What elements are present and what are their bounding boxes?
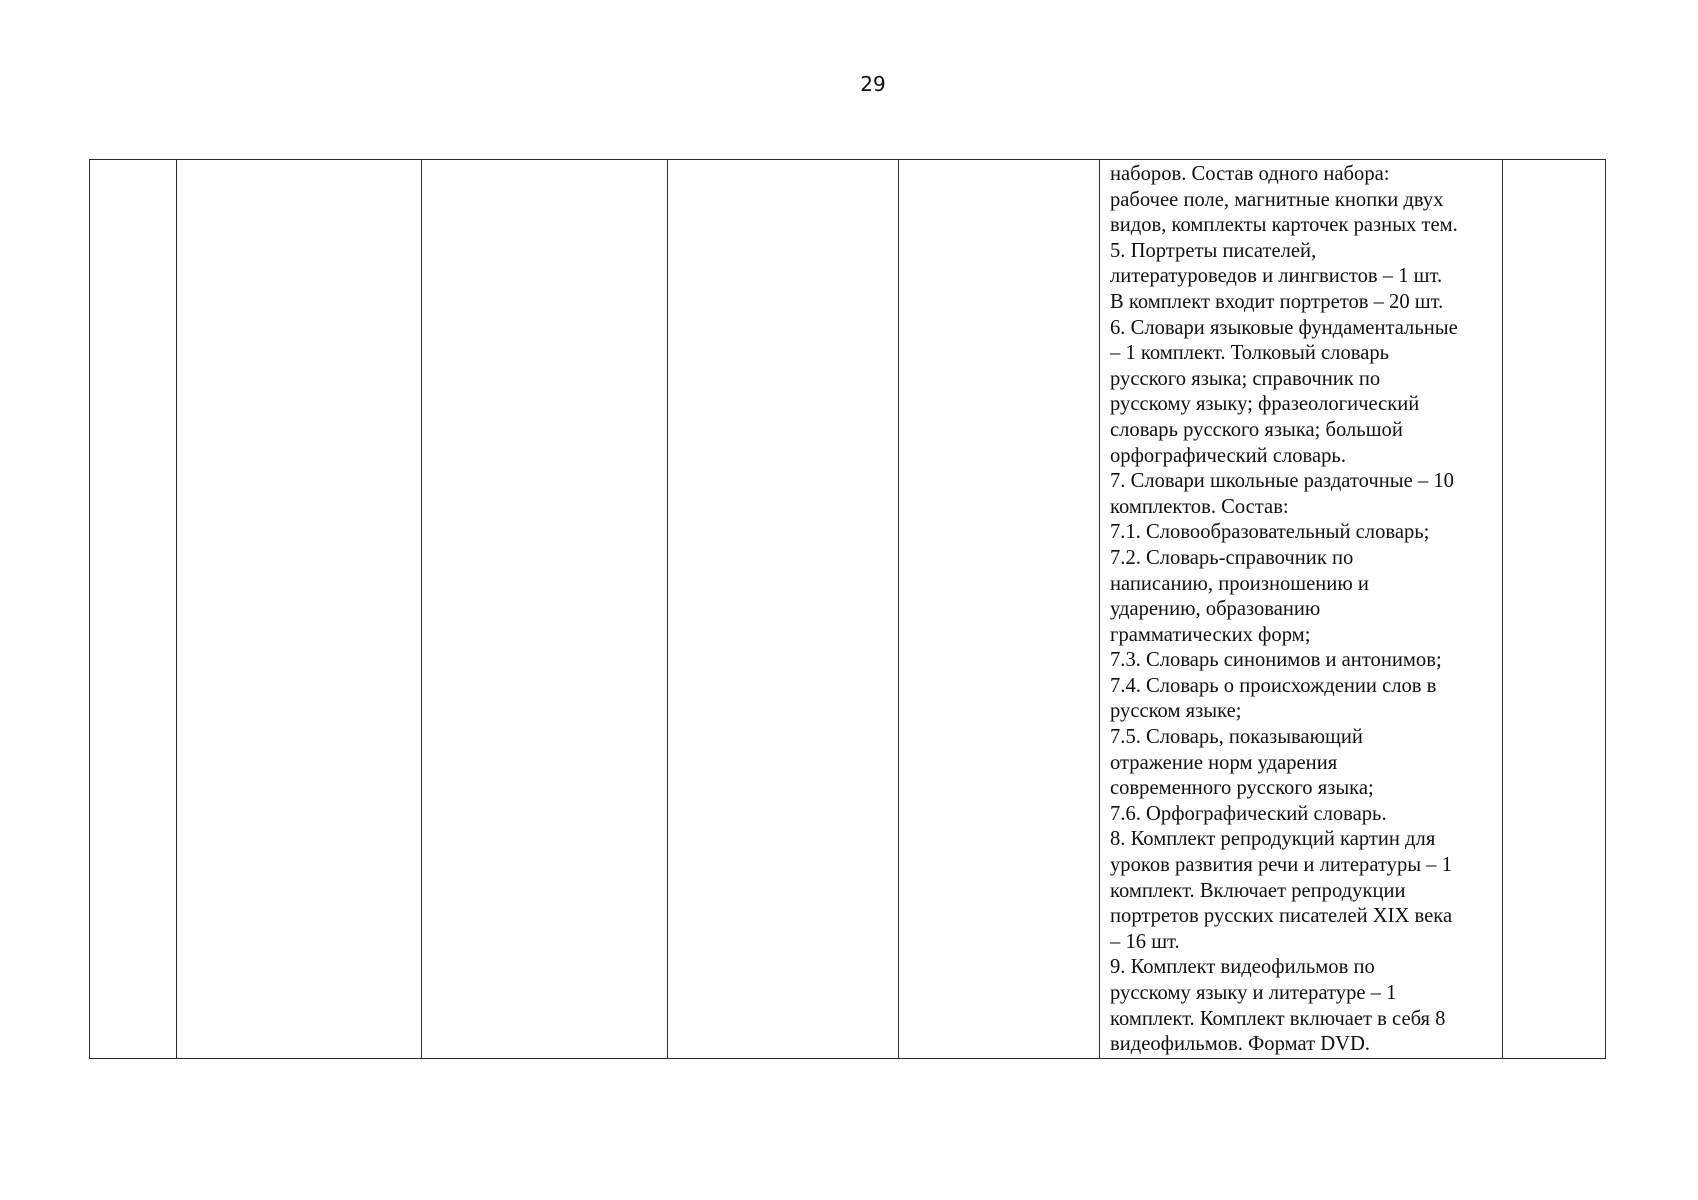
description-line: 7. Словари школьные раздаточные – 10: [1110, 470, 1454, 493]
description-line: написанию, произношению и: [1110, 572, 1369, 595]
description-line: русском языке;: [1110, 700, 1242, 723]
description-line: 7.6. Орфографический словарь.: [1110, 802, 1387, 825]
description-line: В комплект входит портретов – 20 шт.: [1110, 290, 1444, 313]
equipment-table: [89, 159, 1606, 1059]
description-line: литературоведов и лингвистов – 1 шт.: [1110, 265, 1443, 288]
description-line: русского языка; справочник по: [1110, 367, 1381, 390]
description-line: орфографический словарь.: [1110, 444, 1346, 467]
description-line: отражение норм ударения: [1110, 751, 1338, 774]
description-line: 7.3. Словарь синонимов и антонимов;: [1110, 649, 1442, 672]
description-line: 5. Портреты писателей,: [1110, 239, 1317, 262]
description-line: 6. Словари языковые фундаментальные: [1110, 316, 1458, 339]
description-line: русскому языку и литературе – 1: [1110, 982, 1397, 1004]
description-line: 7.4. Словарь о происхождении слов в: [1110, 674, 1437, 697]
description-line: портретов русских писателей XIX века: [1110, 905, 1453, 928]
table-cell-3: [422, 160, 668, 1059]
description-line: комплект. Комплект включает в себя 8: [1110, 1007, 1446, 1030]
description-line: комплект. Включает репродукции: [1110, 879, 1406, 902]
description-line: современного русского языка;: [1110, 777, 1374, 800]
equipment-description-cell: [1100, 160, 1503, 1059]
description-line: – 1 комплект. Толковый словарь: [1110, 342, 1390, 365]
description-line: видеофильмов. Формат DVD.: [1110, 1033, 1371, 1056]
description-line: 7.5. Словарь, показывающий: [1110, 726, 1363, 749]
table-cell-4: [668, 160, 899, 1059]
description-line: – 16 шт.: [1110, 930, 1180, 953]
description-line: 9. Комплект видеофильмов по: [1110, 956, 1375, 979]
description-line: наборов. Состав одного набора:: [1110, 163, 1390, 185]
description-line: видов, комплекты карточек разных тем.: [1110, 214, 1458, 237]
description-line: 7.1. Словообразовательный словарь;: [1110, 521, 1430, 544]
description-line: уроков развития речи и литературы – 1: [1110, 854, 1452, 877]
table-cell-7: [1503, 160, 1606, 1059]
description-line: рабочее поле, магнитные кнопки двух: [1110, 188, 1444, 211]
table-cell-2: [177, 160, 422, 1059]
description-line: 7.2. Словарь-справочник по: [1110, 546, 1354, 569]
page-number: 29: [860, 72, 886, 96]
description-line: 8. Комплект репродукций картин для: [1110, 828, 1436, 851]
table-row: [90, 160, 1606, 1059]
description-line: комплектов. Состав:: [1110, 495, 1289, 518]
description-line: ударению, образованию: [1110, 598, 1321, 621]
description-line: словарь русского языка; большой: [1110, 418, 1403, 441]
table-cell-5: [899, 160, 1100, 1059]
description-line: грамматических форм;: [1110, 623, 1311, 646]
table-cell-1: [90, 160, 177, 1059]
description-line: русскому языку; фразеологический: [1110, 393, 1420, 416]
